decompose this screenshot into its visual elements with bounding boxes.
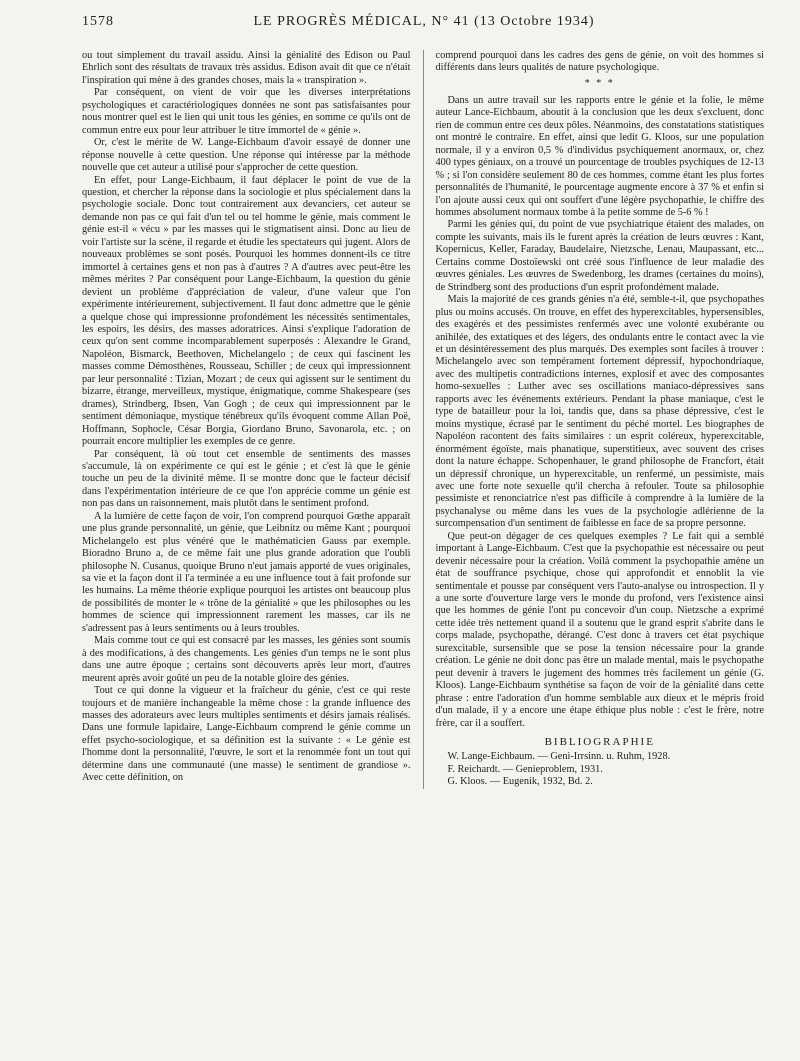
bibliography-title: BIBLIOGRAPHIE	[544, 736, 655, 749]
paragraph: Dans un autre travail sur les rapports entre le génie et la folie, le même auteur Lance-Eichbaum, aboutit à la conclusion que les deux s'excluent, donc rien de commun entre ces deux pôles. Néanmoins, des constatations statistiques ont montré le contraire. En effet, ainsi que ledit G. Kloos, sur une population normale, il y a environ 0,5 % d'individus psychiquement anormaux, or, chez 400 types géniaux, on a trouvé un pourcentage de troubles psychiques de 12-13 % ; si l'on considère seulement 80 de ces hommes, comme étant les plus fortes personnalités de l'humanité, le pourcentage augmente encore à 37 % et enfin si l'on ajoute aussi ceux qui ont souffert d'une légère psychopathie, le chiffre des hommes absolument normaux tombe à la petite somme de 5-6 % !	[435, 94, 764, 218]
paragraph: Parmi les génies qui, du point de vue psychiatrique étaient des malades, on compte les suivants, mais ils le furent après la création de leurs œuvres : Kant, Kopernicus, Keller, Faraday, Baudelaire, Nietzsche, Lenau, Maupassant, etc... Certains comme Dostoïewski ont créé sous l'influence de leur maladie des œuvres géniales. Les œuvres de Swedenborg, les drames (certaines du moins), de Strindberg sont des productions d'un esprit profondément malade.	[435, 219, 764, 293]
paragraph: Mais la majorité de ces grands génies n'a été, semble-t-il, que psychopathes plus ou moins accusés. On trouve, en effet des hyperexcitables, hypersensibles, des exagérés et des pessimistes renfermés avec une volonté exubérante ou anihilée, des extatiques et des légers, des ondulants entre le contact avec la vie et un désintéressement des plus marqués. Des exemples sont faciles à trouver : Michelangelo avec son tempérament fortement dépressif, hypochondriaque, avec des multipetis contradictions internes, explosif et avec des composantes homo-sexuelles : Luther avec ses oscillations maniaco-dépressives sans rapports avec les événements extérieurs. Pendant la phase maniaque, c'est le type de batailleur pour la loi, tandis que, dans sa phase dépressive, c'est le moins mystique, écrasé par le sentiment du péché mortel. Les biographes de Napoléon racontent des faits similaires : un esprit coléreux, hyperexcitable, énormément égoïste, mais phanatique, superstitieux, avec souvent des crises dont la nature échappe. Schopenhauer, le grand philosophe de Francfort, était un dépressif chronique, un hyperexcitable, un renfermé, un pessimiste, mais avec une forte note sexuelle qu'il chercha à refouler. Toute sa philosophie pessimiste et renonciatrice n'est pas difficile à comprendre à la lumière de la psychanalyse ou même dans les vues de la psychologie adlérienne de la surcompensation d'un sentiment de faiblesse en face de sa propre personne.	[435, 294, 764, 530]
paragraph: Mais comme tout ce qui est consacré par les masses, les génies sont soumis à des modifications, à des changements. Les génies d'un temps ne le sont plus dans une autre époque ; certains sont découverts après leur mort, d'autres meurent après avoir goûté un peu de la notable gloire des génies.	[82, 635, 411, 684]
right-column	[436, 50, 765, 789]
bibliography-ref: G. Kloos. — Eugenik, 1932, Bd. 2.	[447, 776, 593, 788]
left-column	[82, 50, 411, 789]
page-number: 1578	[82, 14, 114, 29]
paragraph: Que peut-on dégager de ces quelques exemples ? Le fait qui a semblé important à Lange-Eichbaum. C'est que la psychopathie est nécessaire ou peut devenir nécessaire pour la création. Voilà comment la psychopathie amène un état de souffrance psychique, chose qui approfondit et ennoblit la vie sentimentale et pousse par conséquent vers l'auto-analyse ou introspection. Il y a une sorte d'ouverture large vers le monde du profond, vers l'existence ainsi que les hommes de génie l'ont pu concevoir d'un coup. Nietzsche a exprimé cette idée très nettement quand il a soutenu que le grand esprit s'abrite dans le corps malade, psychopathe, dérangé. C'est donc à travers cet état psychique surexcitable, sursensible que se pose la tension nécessaire pour la grande création. Le génie ne doit donc pas être un malade mental, mais le psychopathe peut devenir à travers le jugement des hommes très facilement un génie (G. Kloos). Lange-Eichbaum synthétise sa façon de voir de la génialité dans cette phrase : entre l'adoration d'un homme semblable aux dieux et le mépris froid d'un malade, il y a encore une étape éthique plus noble : c'est le frère, notre frère, car il a souffert.	[435, 530, 764, 729]
paragraph: comprend pourquoi dans les cadres des gens de génie, on voit des hommes si différents dans leurs qualités de nature psychologique.	[435, 50, 764, 74]
bibliography-ref: W. Lange-Eichbaum. — Geni-Irrsinn. u. Ruhm, 1928.	[447, 751, 671, 763]
paragraph: Par conséquent, on vient de voir que les diverses interprétations psychologiques et caractériologiques données ne sont pas satisfaisantes pour nous montrer quel est le lien qui unit tous les génies, en somme ce qu'ils ont de commun entre eux pour leur attribuer le titre immortel de « génie ».	[82, 87, 411, 136]
bibliography-ref: F. Reichardt. — Genieproblem, 1931.	[447, 763, 603, 775]
paragraph: A la lumière de cette façon de voir, l'on comprend pourquoi Gœthe apparaît une plus grande personnalité, un génie, que Leibnitz ou même Kant ; pourquoi Michelangelo est plus vénéré que le mathématicien Gauss par exemple. Bioradno Bruno a, de ce même fait une plus grande adoration que l'oubli philosophe N. Cusanus, quoique Bruno n'eut jamais apporté de vues originales, sa vie et la façon dont il l'a terminée a eu une influence tout à fait profonde sur les humains. La même théorie explique pourquoi les artistes ont beaucoup plus de possibilités de monter le « trône de la génialité » que les philosophes ou les hommes de science qui impressionnent rarement les masses, car ils ne s'adressent pas à leurs sentiments ou à leurs troubles.	[82, 510, 411, 634]
paragraph: Tout ce qui donne la vigueur et la fraîcheur du génie, c'est ce qui reste toujours et de manière inchangeable la même chose : la grande influence des masses des adorateurs avec leurs multiples sentiments et désirs jamais réalisés. Dans une formule lapidaire, Lange-Eichbaum comprend le génie comme un effet psycho-sociologique, et sa définition est la suivante : « Le génie est l'homme dont la personnalité, l'œuvre, le sort et la renommée font un tout qui détermine dans une communauté (une masse) le sentiment de grandiose ». Avec cette définition, on	[82, 685, 411, 784]
running-header	[82, 14, 764, 36]
column-rule	[423, 50, 424, 789]
paragraph: ou tout simplement du travail assidu. Ainsi la génialité des Edison ou Paul Ehrlich sont des résultats de travaux très assidus. Edison avait dit que ce n'était l'inspiration qui mène à des grandes choses, mais la « transpiration ».	[82, 50, 411, 86]
paragraph: En effet, pour Lange-Eichbaum, il faut déplacer le point de vue de la question, et chercher la réponse dans la sociologie et plus spécialement dans la psychologie sociale. Donc tout contrairement aux devanciers, cet auteur se demande non pas ce qui fait d'un tel ou tel homme le génie, mais comment le génie est-il « vécu » par les masses qui le stigmatisent ainsi. Donc au lieu de voir l'artiste sur la scène, il regarde et étudie les spectateurs qui jugent. Alors de nouveaux problèmes se sont posés. Pourquoi les hommes donnent-ils ce titre immortel à certaines gens et non pas à d'autres ? A d'autres avec peut-être les mêmes mérites ? Par conséquent pour Lange-Eichbaum, la question du génie devient un problème d'appréciation de valeur, d'une valeur que l'on expérimente intérieurement, subjectivement. Il faut donc admettre que le génie a quelque chose qui impressionne profondément les nécessités sentimentales, les espoirs, les désirs, des masses adoratrices. Ainsi s'explique l'adoration de ceux qu'on sent comme incomparablement superposés : Alexandre le Grand, Napoléon, Bismarck, Beethoven, Michelangelo ; de ceux qui fascinent les masses comme Démosthènes, Rousseau, Schiller ; de ceux qui impressionnent par leur personnalité : Tizian, Mozart ; de ceux qui agissent sur le sentiment du bizarre, étrange, merveilleux, mystique, énigmatique, comme Shakespeare (ses drames), Strindberg, Ibsen, Van Gogh ; de ceux qui impressionnent par le sentiment démoniaque, mystique ténébreux qu'ils évoquent comme Allan Poë, Hoffmann, Sophocle, César Borgia, Giordano Bruno, Savonarola, etc. ; on pourrait encore multiplier les exemples de ce genre.	[82, 174, 411, 448]
paragraph: Par conséquent, là où tout cet ensemble de sentiments des masses s'accumule, là on expérimente ce qui est le génie ; et c'est là que le génie touche un peu de la divinité même. Il se montre donc que le facteur décisif dans l'expérimentation intérieure de ce que l'on apprécie comme un génie est non pas dans un raisonnement, mais plutôt dans le sentiment profond.	[82, 448, 411, 510]
section-separator: * * *	[584, 77, 615, 89]
journal-title: LE PROGRÈS MÉDICAL, N° 41 (13 Octobre 1934)	[253, 14, 595, 29]
paragraph: Or, c'est le mérite de W. Lange-Eichbaum d'avoir essayé de donner une réponse nouvelle à cette question. Une réponse qui intéresse par la méthode nouvelle que cet auteur a utilisé pour s'approcher de cette question.	[82, 137, 411, 174]
